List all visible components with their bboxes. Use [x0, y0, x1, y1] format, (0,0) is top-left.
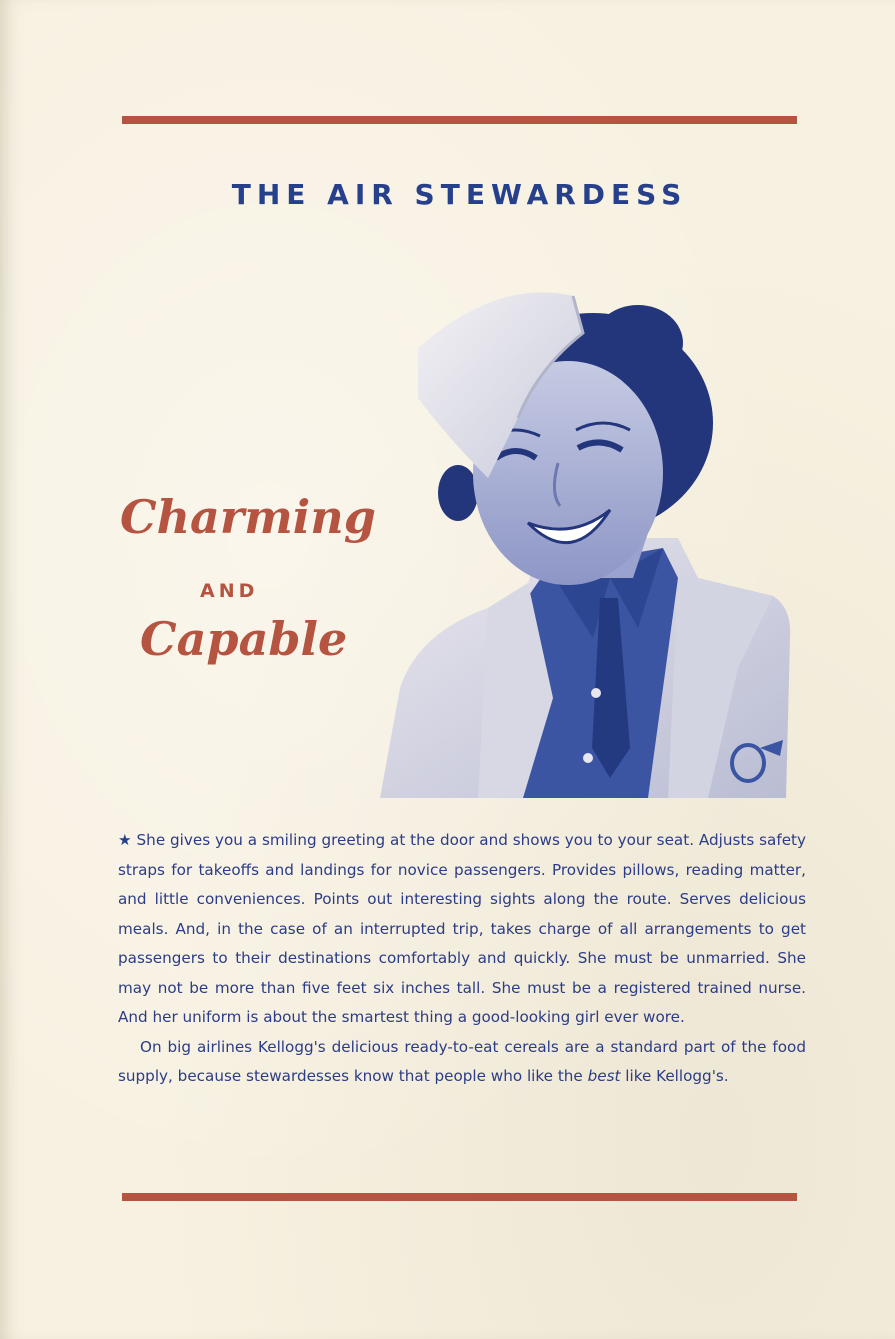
tagline-capable: Capable [140, 612, 348, 666]
paragraph-2-text-b: like Kellogg's. [620, 1067, 729, 1085]
paragraph-2-text-a: On big airlines Kellogg's delicious ready-to-eat cereals are a standard part of the food supply, because stewardesses know that people who like the [118, 1037, 806, 1085]
paragraph-1-text: She gives you a smiling greeting at the door and shows you to your seat. Adjusts safety straps for takeoffs and landings for novice passengers. Provides pillows, reading matter, and little conveniences. Points out interesting sights along the route. Serves delicious meals. And, in the case of an interrupted trip, takes charge of all arrangements to get passengers to their destinations comfortably and quickly. She must be unmarried. She may not be more than five feet six inches tall. She must be a registered trained nurse. And her uniform is about the smartest thing a good-looking girl ever wore. [118, 831, 807, 1026]
page-title: THE AIR STEWARDESS [231, 178, 688, 211]
tagline-charming: Charming [120, 490, 376, 544]
body-copy [118, 826, 806, 1092]
bottom-divider [122, 1193, 797, 1201]
paragraph-1 [118, 826, 806, 1033]
paragraph-2-emphasis: best [587, 1067, 621, 1085]
star-icon: ★ [118, 831, 132, 849]
top-divider [122, 116, 797, 124]
tagline-and: AND [200, 580, 259, 602]
stewardess-photo [378, 278, 796, 798]
paragraph-2 [118, 1033, 806, 1092]
